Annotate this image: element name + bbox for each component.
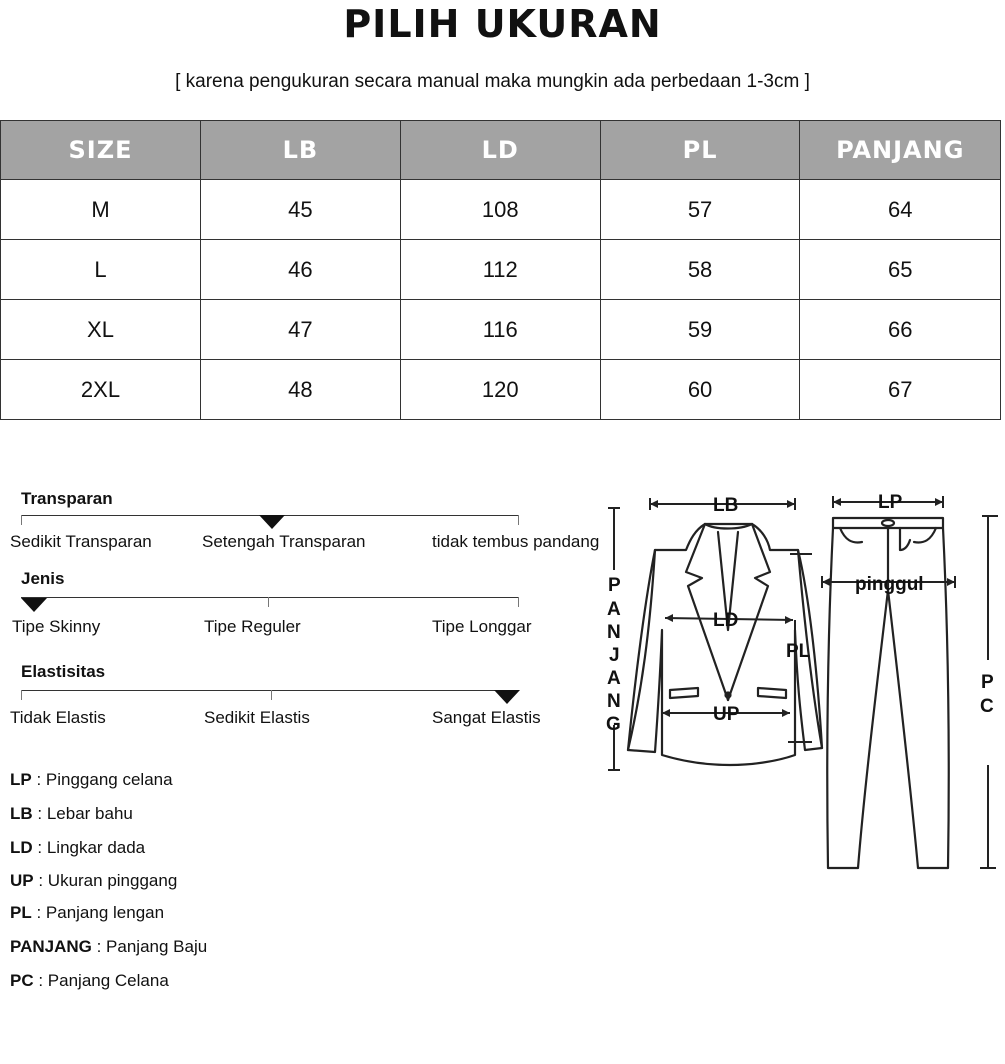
header-ld: LD bbox=[400, 121, 600, 180]
table-cell: 57 bbox=[600, 180, 800, 240]
size-table-header bbox=[1, 121, 1001, 180]
scale-option: Sedikit Transparan bbox=[10, 532, 152, 551]
selected-marker-icon bbox=[21, 598, 47, 612]
scale-tick bbox=[271, 690, 272, 700]
legend-item: PL : Panjang lengan bbox=[10, 903, 165, 922]
table-cell: 116 bbox=[400, 300, 600, 360]
table-cell: L bbox=[1, 240, 201, 300]
scale-option: tidak tembus pandang bbox=[432, 532, 600, 551]
table-cell: 108 bbox=[400, 180, 600, 240]
scale-option: Setengah Transparan bbox=[202, 532, 366, 551]
table-cell: 45 bbox=[201, 180, 401, 240]
table-cell: 46 bbox=[201, 240, 401, 300]
size-table bbox=[0, 120, 1001, 420]
scale-option: Tidak Elastis bbox=[10, 708, 106, 727]
scale-line bbox=[21, 690, 519, 691]
table-cell: 67 bbox=[800, 360, 1001, 420]
label-up: UP bbox=[713, 704, 740, 725]
pants-icon bbox=[827, 518, 949, 868]
svg-text:N: N bbox=[607, 691, 621, 712]
svg-text:A: A bbox=[607, 668, 621, 689]
label-pl: PL bbox=[786, 641, 811, 662]
label-lb: LB bbox=[713, 495, 739, 516]
legend-item: PANJANG : Panjang Baju bbox=[10, 937, 208, 956]
svg-text:J: J bbox=[609, 645, 620, 666]
table-cell: XL bbox=[1, 300, 201, 360]
table-cell: M bbox=[1, 180, 201, 240]
scale-tick bbox=[518, 597, 519, 607]
table-cell: 66 bbox=[800, 300, 1001, 360]
table-cell: 65 bbox=[800, 240, 1001, 300]
table-cell: 60 bbox=[600, 360, 800, 420]
legend-item: LP : Pinggang celana bbox=[10, 770, 173, 789]
scale-option: Tipe Skinny bbox=[12, 617, 101, 636]
table-cell: 64 bbox=[800, 180, 1001, 240]
scale-title-transparan: Transparan bbox=[21, 489, 113, 508]
table-cell: 120 bbox=[400, 360, 600, 420]
svg-text:N: N bbox=[607, 622, 621, 643]
scale-tick bbox=[268, 597, 269, 607]
selected-marker-icon bbox=[494, 690, 520, 704]
label-pc bbox=[980, 672, 994, 717]
svg-text:P: P bbox=[981, 672, 994, 693]
scale-line bbox=[21, 597, 519, 598]
legend-item: PC : Panjang Celana bbox=[10, 971, 169, 990]
scale-tick bbox=[21, 515, 22, 525]
measurement-diagram bbox=[600, 480, 1005, 880]
scale-tick bbox=[518, 515, 519, 525]
label-ld: LD bbox=[713, 610, 739, 631]
scale-option: Tipe Reguler bbox=[204, 617, 301, 636]
label-lp: LP bbox=[878, 492, 903, 513]
scale-option: Tipe Longgar bbox=[432, 617, 532, 636]
measurement-note: [ karena pengukuran secara manual maka mungkin ada perbedaan 1-3cm ] bbox=[175, 71, 810, 92]
table-cell: 58 bbox=[600, 240, 800, 300]
table-row bbox=[1, 300, 1001, 360]
table-row bbox=[1, 240, 1001, 300]
svg-text:P: P bbox=[608, 575, 621, 596]
header-lb: LB bbox=[201, 121, 401, 180]
legend-item: UP : Ukuran pinggang bbox=[10, 871, 178, 890]
table-cell: 47 bbox=[201, 300, 401, 360]
scale-option: Sedikit Elastis bbox=[204, 708, 310, 727]
measurement-lines bbox=[608, 496, 998, 868]
legend-item: LD : Lingkar dada bbox=[10, 838, 146, 857]
label-panjang bbox=[606, 575, 621, 735]
header-size: SIZE bbox=[1, 121, 201, 180]
table-cell: 59 bbox=[600, 300, 800, 360]
page-title: PILIH UKURAN bbox=[343, 2, 662, 46]
table-cell: 48 bbox=[201, 360, 401, 420]
scale-title-jenis: Jenis bbox=[21, 569, 65, 588]
svg-text:C: C bbox=[980, 696, 994, 717]
header-pl: PL bbox=[600, 121, 800, 180]
label-pinggul: pinggul bbox=[855, 574, 924, 595]
selected-marker-icon bbox=[259, 515, 285, 529]
header-panjang: PANJANG bbox=[800, 121, 1001, 180]
legend-item: LB : Lebar bahu bbox=[10, 804, 133, 823]
svg-text:G: G bbox=[606, 714, 621, 735]
svg-text:A: A bbox=[607, 599, 621, 620]
table-cell: 112 bbox=[400, 240, 600, 300]
table-row bbox=[1, 180, 1001, 240]
table-row bbox=[1, 360, 1001, 420]
scale-title-elastisitas: Elastisitas bbox=[21, 662, 106, 681]
scale-option: Sangat Elastis bbox=[432, 708, 541, 727]
table-cell: 2XL bbox=[1, 360, 201, 420]
scale-tick bbox=[21, 690, 22, 700]
